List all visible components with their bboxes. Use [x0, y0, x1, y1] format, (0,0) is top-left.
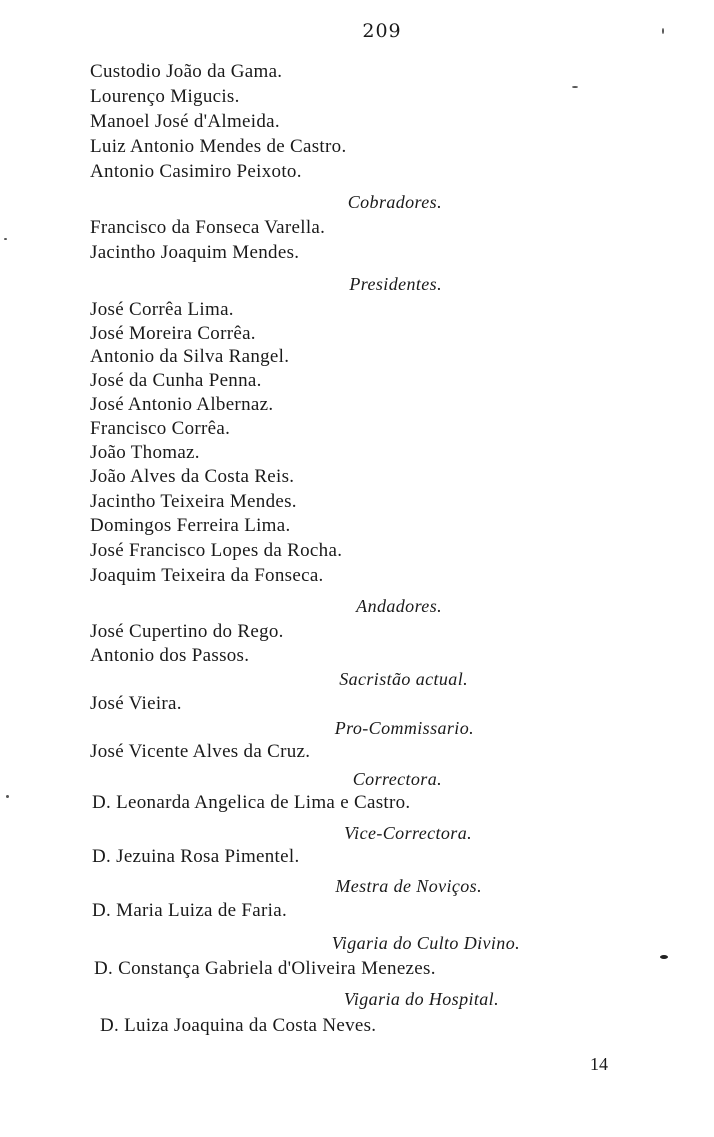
name-line: D. Maria Luiza de Faria. — [92, 900, 288, 921]
name-line: Antonio da Silva Rangel. — [90, 346, 290, 367]
name-line: Manoel José d'Almeida. — [90, 111, 280, 132]
name-line: Antonio dos Passos. — [90, 645, 250, 666]
name-line: D. Leonarda Angelica de Lima e Castro. — [92, 792, 411, 813]
section-heading-sacristao: Sacristão actual. — [339, 669, 468, 689]
name-line: José Vicente Alves da Cruz. — [90, 741, 311, 762]
name-line: José Cupertino do Rego. — [90, 621, 284, 642]
name-line: Luiz Antonio Mendes de Castro. — [90, 136, 347, 157]
name-line: Joaquim Teixeira da Fonseca. — [90, 565, 324, 586]
signature-mark: 14 — [590, 1054, 608, 1074]
scan-speck — [4, 238, 7, 240]
name-line: Domingos Ferreira Lima. — [90, 515, 291, 536]
section-heading-correctora: Correctora. — [352, 769, 442, 789]
name-line: João Alves da Costa Reis. — [90, 466, 295, 487]
section-heading-procommissario: Pro-Commissario. — [334, 718, 474, 738]
name-line: Antonio Casimiro Peixoto. — [90, 161, 302, 182]
name-line: José Corrêa Lima. — [90, 299, 234, 320]
name-line: D. Jezuina Rosa Pimentel. — [92, 846, 300, 867]
section-heading-vigaria-hospital: Vigaria do Hospital. — [343, 989, 499, 1009]
page-number: 209 — [362, 20, 402, 42]
name-line: D. Luiza Joaquina da Costa Neves. — [100, 1015, 377, 1036]
section-heading-vigaria-culto: Vigaria do Culto Divino. — [331, 933, 520, 953]
scan-speck — [660, 955, 668, 959]
name-line: José da Cunha Penna. — [90, 370, 262, 391]
name-line: Lourenço Migucis. — [90, 86, 240, 107]
name-line: João Thomaz. — [90, 442, 200, 463]
name-line: José Francisco Lopes da Rocha. — [90, 540, 343, 561]
section-heading-vicecorrectora: Vice-Correctora. — [344, 823, 472, 843]
name-line: Custodio João da Gama. — [90, 61, 283, 82]
name-line: Jacintho Joaquim Mendes. — [90, 242, 300, 263]
name-line: Francisco Corrêa. — [90, 418, 231, 439]
section-heading-presidentes: Presidentes. — [349, 274, 442, 294]
section-heading-mestra: Mestra de Noviços. — [335, 876, 482, 896]
name-line: Jacintho Teixeira Mendes. — [90, 491, 297, 512]
name-line: José Moreira Corrêa. — [90, 323, 256, 344]
name-line: José Antonio Albernaz. — [90, 394, 274, 415]
section-heading-andadores: Andadores. — [356, 596, 442, 616]
name-line: José Vieira. — [90, 693, 182, 714]
scan-speck — [6, 795, 9, 798]
name-line: Francisco da Fonseca Varella. — [90, 217, 326, 238]
section-heading-cobradores: Cobradores. — [347, 192, 442, 212]
scan-speck — [662, 28, 664, 34]
scan-speck — [572, 86, 578, 88]
name-line: D. Constança Gabriela d'Oliveira Menezes. — [94, 958, 436, 979]
